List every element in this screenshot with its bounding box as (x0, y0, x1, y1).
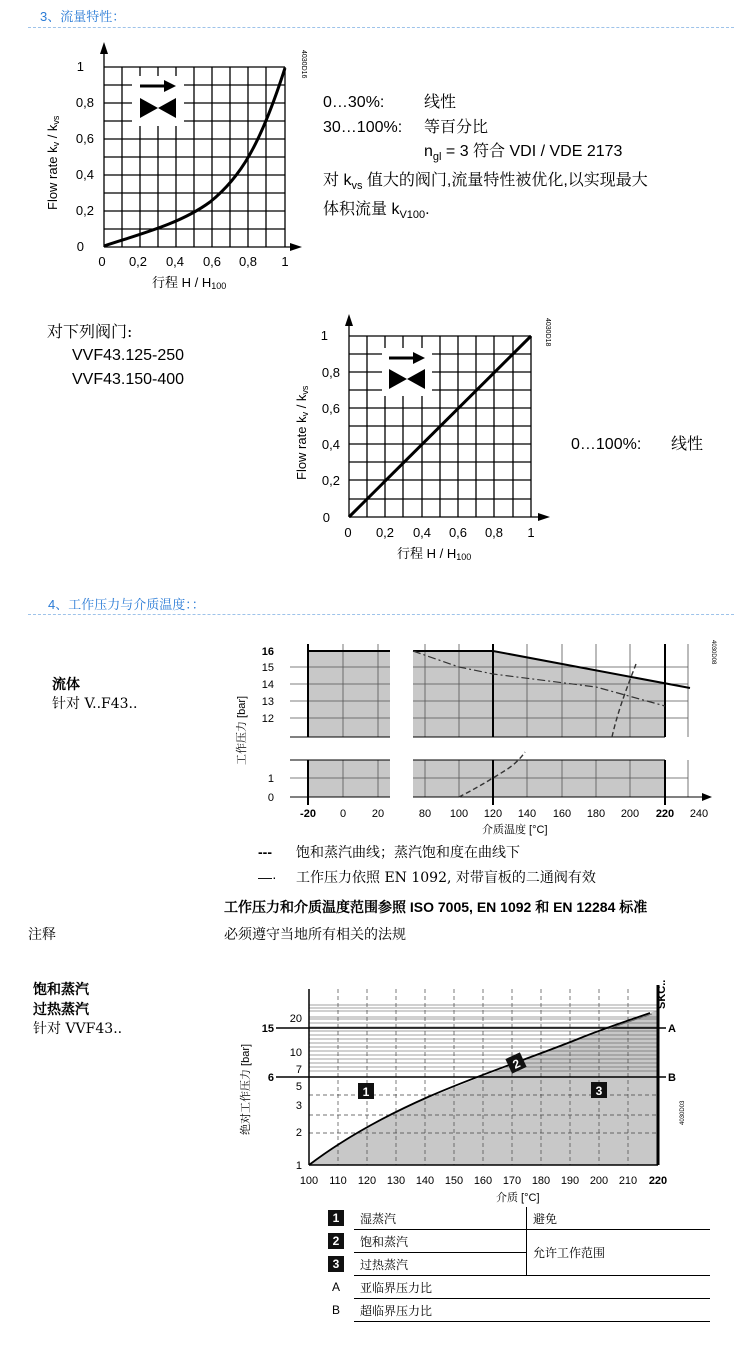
valve-list-item: VVF43.150-400 (72, 371, 185, 388)
chart1-ytick: 0,8 (75, 95, 94, 110)
desc1-line3: $n_{gl} = 3$ 符合 VDI / VDE 2173 (424, 143, 623, 164)
chart4-ytick: 2 (295, 1127, 302, 1139)
chart4-ytick: 15 (261, 1023, 274, 1035)
pressure-temperature-chart (228, 630, 718, 845)
chart2-y-arrow (345, 314, 353, 326)
chart4-label-a: A (668, 1023, 676, 1035)
section-4-rule (28, 614, 734, 615)
legend4-right: 避免 (527, 1207, 711, 1230)
chart2-code: 4030D18 (544, 318, 551, 347)
chart1-ylabel: Flow rate kv / kvs (45, 115, 61, 210)
chart2-xtick: 0,8 (484, 525, 504, 540)
chart3-xtick: 0 (339, 808, 347, 820)
chart4-xtick: 220 (648, 1175, 668, 1187)
chart4-skc-label: SKC.. (656, 979, 668, 1009)
chart4-xtick: 200 (589, 1175, 609, 1187)
chart1-code: 4030D16 (300, 50, 307, 79)
flow-description-1 (323, 90, 723, 228)
desc1-line5: 体积流量 $k_{V100}$. (323, 201, 430, 222)
legend-dash-row: --- 饱和蒸汽曲线；蒸汽饱和度在曲线下 (258, 844, 520, 861)
legend4-num-box: 3 (328, 1256, 344, 1272)
valve-list-heading: 对下列阀门: (47, 322, 133, 341)
chart1-xtick: 1 (281, 254, 289, 269)
chart3-ytick: 14 (261, 679, 274, 691)
chart2-xtick: 0,2 (375, 525, 395, 540)
chart4-xtick: 160 (473, 1175, 493, 1187)
chart4-ytick: 5 (295, 1081, 302, 1093)
chart1-xtick: 0 (98, 254, 106, 269)
legend4-num-box: 1 (328, 1210, 344, 1226)
valve-list (47, 320, 184, 392)
desc1-line2: 30…100%: 等百分比 (323, 117, 489, 136)
note-label: 注释 (28, 927, 56, 943)
desc1-line1: 0…30%: 线性 (323, 92, 457, 111)
chart4-xtick: 130 (386, 1175, 406, 1187)
chart2-ytick: 0 (322, 510, 330, 525)
chart4-label-b: B (668, 1072, 676, 1084)
legend4-row (318, 1276, 710, 1299)
chart4-yticks (262, 1013, 302, 1172)
chart3-xtick: 80 (418, 808, 432, 820)
chart3-ytick: 1 (267, 773, 274, 785)
chart2-yticks (321, 328, 340, 525)
note-text: 必须遵守当地所有相关的法规 (224, 927, 406, 943)
chart1-x-arrow (290, 243, 302, 251)
chart4-ytick: 10 (289, 1047, 302, 1059)
steam-title-1: 饱和蒸汽 (33, 981, 89, 997)
fluid-title: 流体 (52, 676, 80, 692)
legend4-row (318, 1207, 710, 1230)
chart4-code: 4030D03 (680, 1100, 686, 1125)
steam-legend-table (318, 1207, 710, 1322)
legend-dashdot-row: —· 工作压力依照 EN 1092, 对带盲板的二通阀有效 (258, 869, 596, 886)
chart2-xtick: 0,6 (448, 525, 468, 540)
chart2-xtick: 0 (344, 525, 352, 540)
flow-description-2: 0…100%: 线性 (571, 434, 704, 453)
chart4-ytick: 1 (295, 1160, 302, 1172)
chart4-ylabel: 绝对工作压力 [bar] (240, 1043, 252, 1135)
chart2-ytick: 0,6 (321, 401, 340, 416)
chart3-ytick: 13 (261, 696, 274, 708)
fluid-label (52, 674, 137, 714)
section-3-title: 3、流量特性： (40, 9, 126, 24)
chart2-ylabel: Flow rate kv / kvs (294, 385, 310, 480)
legend4-row (318, 1230, 710, 1253)
chart2-ytick: 1 (320, 328, 328, 343)
chart1-ytick: 0,2 (75, 203, 94, 218)
chart2-ytick: 0,4 (321, 437, 340, 452)
steam-label (33, 979, 122, 1039)
legend4-right: 允许工作范围 (527, 1230, 711, 1276)
chart4-xtick: 120 (357, 1175, 377, 1187)
chart4-ytick: 20 (289, 1013, 302, 1025)
chart1-xtick: 0,6 (202, 254, 222, 269)
legend4-letter: A (331, 1280, 340, 1294)
chart1-xlabel: 行程 H / H100 (152, 275, 227, 291)
chart3-xtick: 200 (620, 808, 640, 820)
chart1-yticks (76, 59, 94, 254)
legend4-text: 湿蒸汽 (354, 1207, 527, 1230)
section-3-rule (28, 27, 734, 28)
chart4-box-2: 2 (510, 1056, 523, 1072)
legend4-text: 超临界压力比 (354, 1299, 710, 1322)
legend4-num-box: 2 (328, 1233, 344, 1249)
chart2-xtick: 1 (527, 525, 535, 540)
standards-note: 工作压力和介质温度范围参照 ISO 7005, EN 1092 和 EN 12284 标准 (224, 899, 648, 915)
chart3-xtick: 20 (371, 808, 385, 820)
chart4-ytick: 6 (267, 1072, 274, 1084)
chart1-grid (104, 67, 285, 247)
chart2-x-arrow (538, 513, 550, 521)
desc1-line4: 对 $k_{vs}$ 值大的阀门,流量特性被优化,以实现最大 (323, 172, 648, 193)
chart3-yticks (262, 646, 274, 804)
legend4-text: 亚临界压力比 (354, 1276, 710, 1299)
chart4-xtick: 180 (531, 1175, 551, 1187)
chart1-y-arrow (100, 42, 108, 54)
chart1-xticks (98, 254, 288, 269)
legend4-text: 饱和蒸汽 (354, 1230, 527, 1253)
chart4-xtick: 190 (560, 1175, 580, 1187)
chart4-xtick: 100 (299, 1175, 319, 1187)
chart2-ytick: 0,8 (321, 365, 340, 380)
steam-pressure-chart (228, 975, 708, 1207)
chart1-xtick: 0,2 (128, 254, 148, 269)
flow-chart-linear (288, 310, 563, 572)
chart3-xtick: 140 (517, 808, 537, 820)
chart3-ytick: 15 (261, 662, 274, 674)
chart3-legend (258, 842, 596, 888)
chart3-xtick: 120 (483, 808, 503, 820)
chart4-xticks (300, 1175, 667, 1187)
chart3-ytick: 0 (267, 792, 274, 804)
chart4-xlabel: 介质 [°C] (496, 1192, 540, 1204)
chart3-xtick: 180 (586, 808, 606, 820)
chart3-ytick: 12 (261, 713, 274, 725)
chart1-symbol-backdrop (132, 76, 184, 126)
valve-list-item: VVF43.125-250 (72, 347, 185, 364)
chart4-xtick: 150 (444, 1175, 464, 1187)
chart2-ytick: 0,2 (321, 473, 340, 488)
section-4-title: 4、工作压力与介质温度：： (48, 597, 205, 612)
chart1-xtick: 0,8 (238, 254, 258, 269)
steam-sub: 针对 VVF43.. (33, 1021, 123, 1037)
chart4-box-3: 3 (595, 1084, 603, 1098)
chart1-ytick: 0,4 (75, 167, 94, 182)
chart4-xtick: 110 (329, 1175, 347, 1187)
legend4-letter: B (331, 1303, 340, 1317)
chart1-ytick: 0 (76, 239, 84, 254)
chart3-xtick: 240 (689, 808, 709, 820)
chart3-xticks (300, 808, 708, 820)
flow-chart-equal-percentage (40, 38, 310, 298)
chart1-ytick: 0,6 (75, 131, 94, 146)
chart3-code: 4030D08 (710, 640, 716, 665)
chart1-xtick: 0,4 (165, 254, 185, 269)
chart3-ylabel: 工作压力 [bar] (236, 695, 248, 765)
chart3-ytick: 16 (261, 646, 274, 658)
chart2-xtick: 0,4 (412, 525, 432, 540)
fluid-sub: 针对 V..F43.. (52, 696, 138, 712)
steam-title-2: 过热蒸汽 (33, 1001, 89, 1017)
legend4-text: 过热蒸汽 (354, 1253, 527, 1276)
chart3-xtick: 220 (655, 808, 675, 820)
chart3-x-arrow (702, 793, 712, 801)
chart2-xlabel: 行程 H / H100 (397, 546, 472, 562)
chart4-xtick: 140 (415, 1175, 435, 1187)
chart1-ytick: 1 (76, 59, 84, 74)
chart3-xtick: 100 (449, 808, 469, 820)
legend4-row (318, 1299, 710, 1322)
chart3-xlabel: 介质温度 [°C] (482, 824, 548, 836)
chart3-xtick: -20 (300, 808, 316, 820)
chart4-xtick: 210 (618, 1175, 638, 1187)
chart4-box-1: 1 (362, 1085, 370, 1099)
chart3-xtick: 160 (552, 808, 572, 820)
chart2-xticks (344, 525, 534, 540)
chart4-xtick: 170 (502, 1175, 522, 1187)
chart4-ytick: 3 (295, 1100, 302, 1112)
chart4-ytick: 7 (295, 1064, 302, 1076)
